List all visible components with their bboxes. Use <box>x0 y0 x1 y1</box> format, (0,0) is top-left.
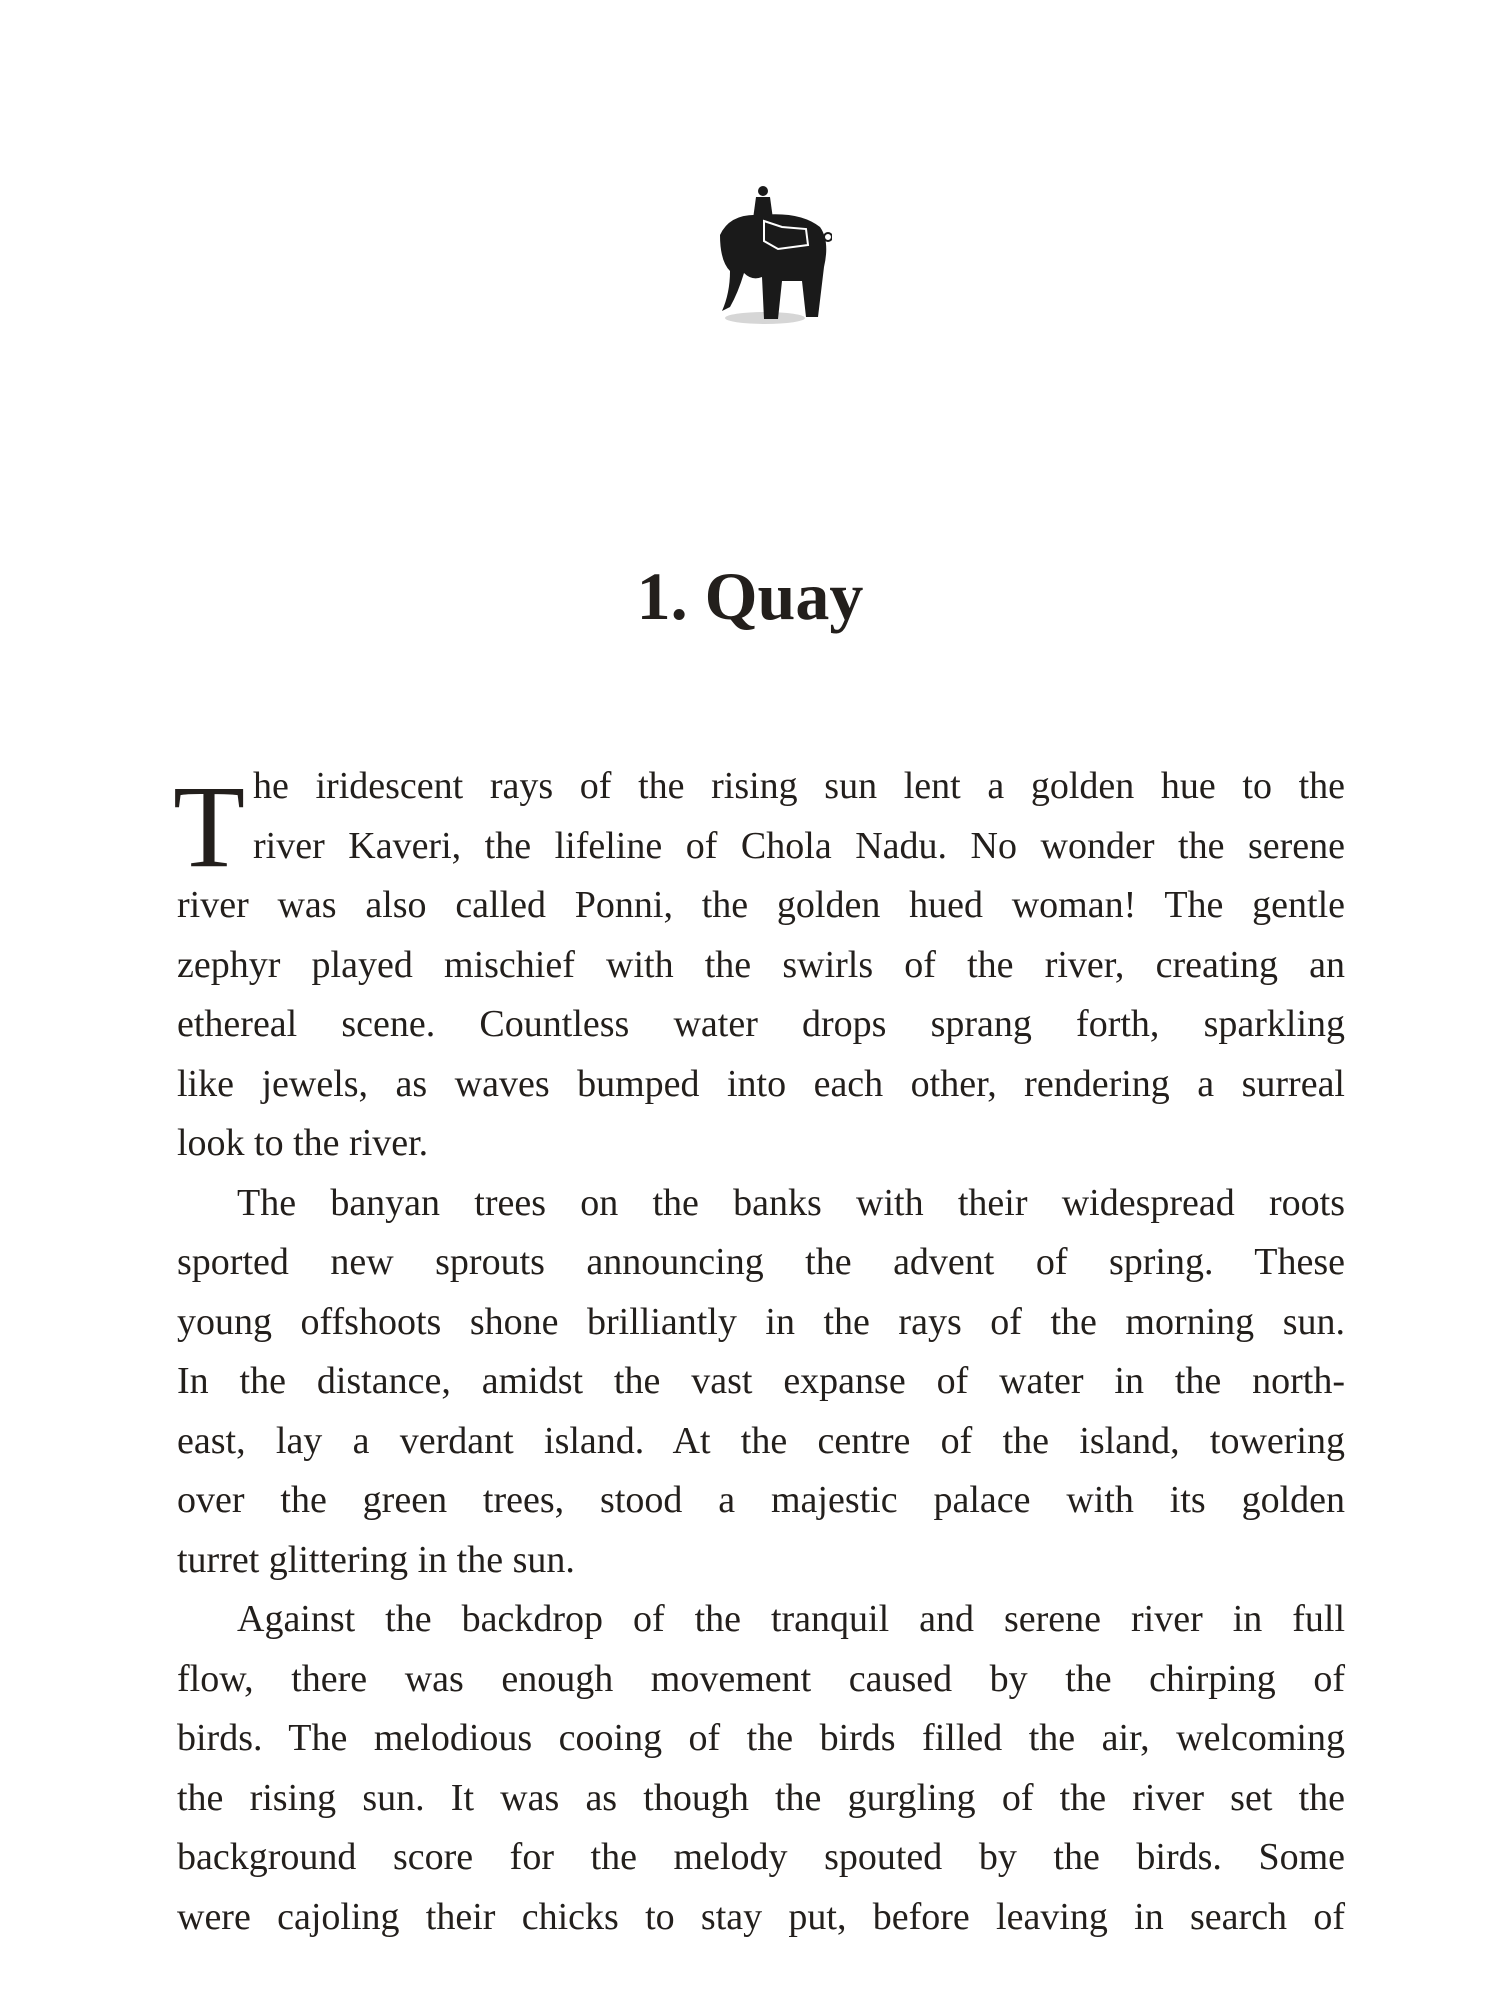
text-line: were cajoling their chicks to stay put, before leaving in search of <box>177 1895 1345 1938</box>
text-line: he iridescent rays of the rising sun lent a golden hue to the <box>253 765 1345 807</box>
chapter-title: 1. Quay <box>636 557 864 634</box>
text-line: the rising sun. It was as though the gurgling of the river set the <box>177 1776 1345 1819</box>
paragraph <box>177 1174 1345 1591</box>
text-line: In the distance, amidst the vast expanse of water in the north- <box>177 1360 1345 1402</box>
text-line: The banyan trees on the banks with their widespread roots <box>237 1181 1345 1224</box>
text-line: Against the backdrop of the tranquil and serene river in full <box>237 1598 1345 1640</box>
paragraph <box>177 757 1345 1174</box>
text-line: turret glittering in the sun. <box>177 1538 575 1581</box>
chapter-body <box>173 757 1345 1947</box>
elephant-with-rider-icon <box>690 183 832 333</box>
paragraph <box>177 1590 1345 1947</box>
text-line: over the green trees, stood a majestic palace with its golden <box>177 1479 1345 1521</box>
text-line: young offshoots shone brilliantly in the rays of the morning sun. <box>177 1300 1345 1343</box>
text-line: zephyr played mischief with the swirls of the river, creating an <box>177 943 1345 986</box>
text-line: flow, there was enough movement caused by the chirping of <box>177 1657 1345 1700</box>
text-line: sported new sprouts announcing the advent of spring. These <box>177 1241 1345 1283</box>
text-line: river was also called Ponni, the golden hued woman! The gentle <box>177 884 1345 926</box>
text-line: like jewels, as waves bumped into each other, rendering a surreal <box>177 1062 1345 1105</box>
text-line: ethereal scene. Countless water drops sprang forth, sparkling <box>177 1003 1345 1045</box>
text-line: birds. The melodious cooing of the birds filled the air, welcoming <box>177 1717 1345 1759</box>
text-line: look to the river. <box>177 1122 429 1164</box>
text-line: east, lay a verdant island. At the centre of the island, towering <box>177 1419 1345 1462</box>
text-line: river Kaveri, the lifeline of Chola Nadu. No wonder the serene <box>253 824 1345 867</box>
text-line: background score for the melody spouted by the birds. Some <box>177 1836 1345 1878</box>
drop-cap: T <box>173 761 246 892</box>
